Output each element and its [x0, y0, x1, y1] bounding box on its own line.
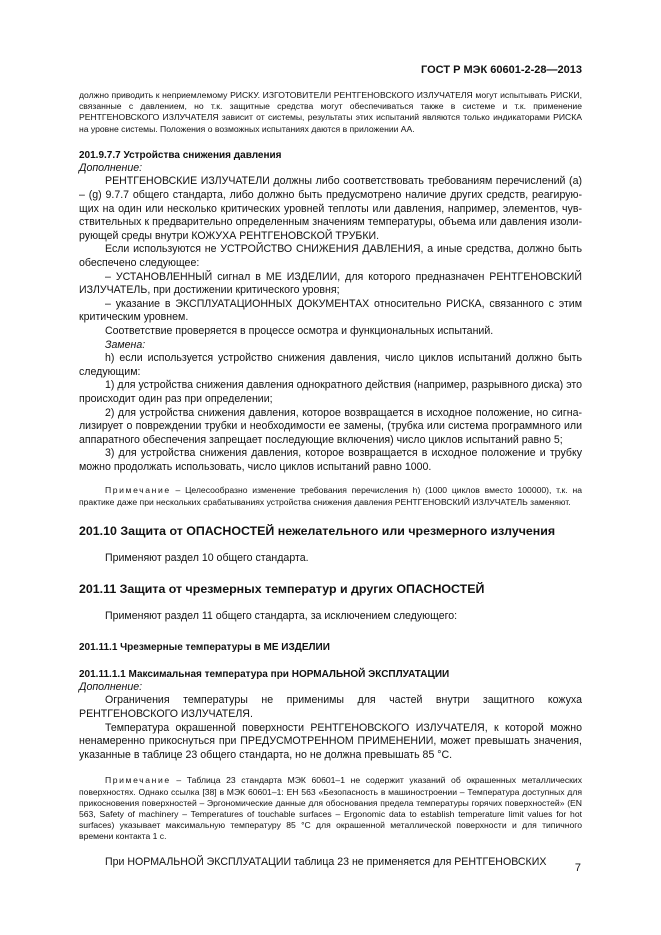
replacement-label: Замена: — [105, 338, 146, 351]
paragraph: h) если используется устройство снижения давления, число циклов испытаний должно быть следующим: — [79, 352, 582, 378]
paragraph: 3) для устройства снижения давления, которое возвращается в исходное положение и трубку можно продолжать использовать, число циклов испытаний равно 1000. — [79, 447, 582, 473]
document-code-header: ГОСТ Р МЭК 60601-2-28—2013 — [421, 64, 582, 76]
paragraph: Соответствие проверяется в процессе осмотра и функциональных испытаний. — [105, 324, 494, 337]
addition-label: Дополнение: — [79, 161, 143, 174]
paragraph: При НОРМАЛЬНОЙ ЭКСПЛУАТАЦИИ таблица 23 не применяется для РЕНТГЕНОВСКИХ — [105, 855, 547, 868]
section-201-11-heading: 201.11 Защита от чрезмерных температур и других ОПАСНОСТЕЙ — [79, 581, 485, 596]
note-label: Примечание — [105, 775, 171, 786]
note-text: – Целесообразно изменение требования перечисления h) (1000 циклов вместо 100000), т.к. на практике даже при нескольких срабатываниях устройства снижения давления РЕНТГЕНОВСКИЙ ИЗЛУЧАТЕЛЬ заменяют. — [79, 485, 582, 507]
note-label: Примечание — [105, 485, 171, 496]
intro-paragraph: должно приводить к неприемлемому РИСКУ. ИЗГОТОВИТЕЛИ РЕНТГЕНОВСКОГО ИЗЛУЧАТЕЛЯ могут испытывать РИСКИ, связанные с давлением, но т.к. защитные средства могут обеспечиваться также в системе и т.к. применение РЕНТГЕНОВСКОГО ИЗЛУЧАТЕЛЯ зависит от системы, результаты этих испытаний являются только индикаторами РИСКА на уровне системы. Положения о возможных испытаниях даются в приложении АА. — [79, 90, 582, 134]
addition-label: Дополнение: — [79, 680, 143, 693]
paragraph: 1) для устройства снижения давления однократного действия (например, разрывного диска) это происходит один раз при определении; — [79, 379, 582, 405]
paragraph: РЕНТГЕНОВСКИЕ ИЗЛУЧАТЕЛИ должны либо соответствовать требованиям перечислений (a) – (g) 9.7.7 общего стандарта, либо должно быть предусмотрено наличие других средств, реагирующих на один или несколько критических уровней теплоты или давления, например, элементов, чувствительных к предварительно определенным значениям температуры, объема или давления изолирующей среды внутри КОЖУХА РЕНТГЕНОВСКОЙ ТРУБКИ. — [79, 175, 582, 242]
page-number: 7 — [574, 862, 581, 874]
paragraph: Если используются не УСТРОЙСТВО СНИЖЕНИЯ ДАВЛЕНИЯ, а иные средства, должно быть обеспечено следующее: — [79, 243, 582, 269]
note — [79, 775, 582, 842]
paragraph: Ограничения температуры не применимы для частей внутри защитного кожуха РЕНТГЕНОВСКОГО ИЗЛУЧАТЕЛЯ. — [79, 694, 582, 721]
paragraph: Применяют раздел 11 общего стандарта, за исключением следующего: — [105, 610, 458, 623]
dash-list-item: – УСТАНОВЛЕННЫЙ сигнал в МЕ ИЗДЕЛИИ, для которого предназначен РЕНТГЕНОВСКИЙ ИЗЛУЧАТЕЛЬ, при достижении критического уровня; — [79, 270, 582, 297]
note — [79, 485, 582, 507]
section-201-11-1-heading: 201.11.1 Чрезмерные температуры в МЕ ИЗДЕЛИИ — [79, 641, 330, 653]
section-201-11-1-1-heading: 201.11.1.1 Максимальная температура при НОРМАЛЬНОЙ ЭКСПЛУАТАЦИИ — [79, 668, 450, 680]
section-201-10-heading: 201.10 Защита от ОПАСНОСТЕЙ нежелательного или чрезмерного излучения — [79, 523, 556, 538]
note-text: – Таблица 23 стандарта МЭК 60601–1 не содержит указаний об окрашенных металлических поверхностях. Однако ссылка [38] в МЭК 60601–1: EH 563 «Безопасность в машиностроении – Температура доступных для прикосновения поверхностей – Эргономические данные для обоснования предела температуры горячих поверхностей» (EN 563, Safety of machinery – Temperatures of touchable surfaces – Ergonomic data to establish temperature limit values for hot surfaces) указывает максимальную температуру 85 °С для окрашенной металлической поверхности и для типичного времени контакта 1 с. — [79, 775, 582, 842]
paragraph: Температура окрашенной поверхности РЕНТГЕНОВСКОГО ИЗЛУЧАТЕЛЯ, к которой можно ненамеренно прикоснуться при ПРЕДУСМОТРЕННОМ ПРИМЕНЕНИИ, может превышать значения, указанные в таблице 23 общего стандарта, но не должна превышать 85 °С. — [79, 721, 582, 761]
paragraph: Применяют раздел 10 общего стандарта. — [105, 552, 309, 565]
dash-list-item: – указание в ЭКСПЛУАТАЦИОННЫХ ДОКУМЕНТАХ относительно РИСКА, связанного с этим критическим уровнем. — [79, 297, 582, 324]
paragraph: 2) для устройства снижения давления, которое возвращается в исходное положение, но сигнализирует о повреждении трубки и необходимости ее замены, (трубка или система программного или аппаратного обеспечения запрещает последующие включения) число циклов испытаний равно 5; — [79, 406, 582, 446]
page-content — [79, 90, 582, 869]
section-201-9-7-7-heading: 201.9.7.7 Устройства снижения давления — [79, 149, 282, 161]
